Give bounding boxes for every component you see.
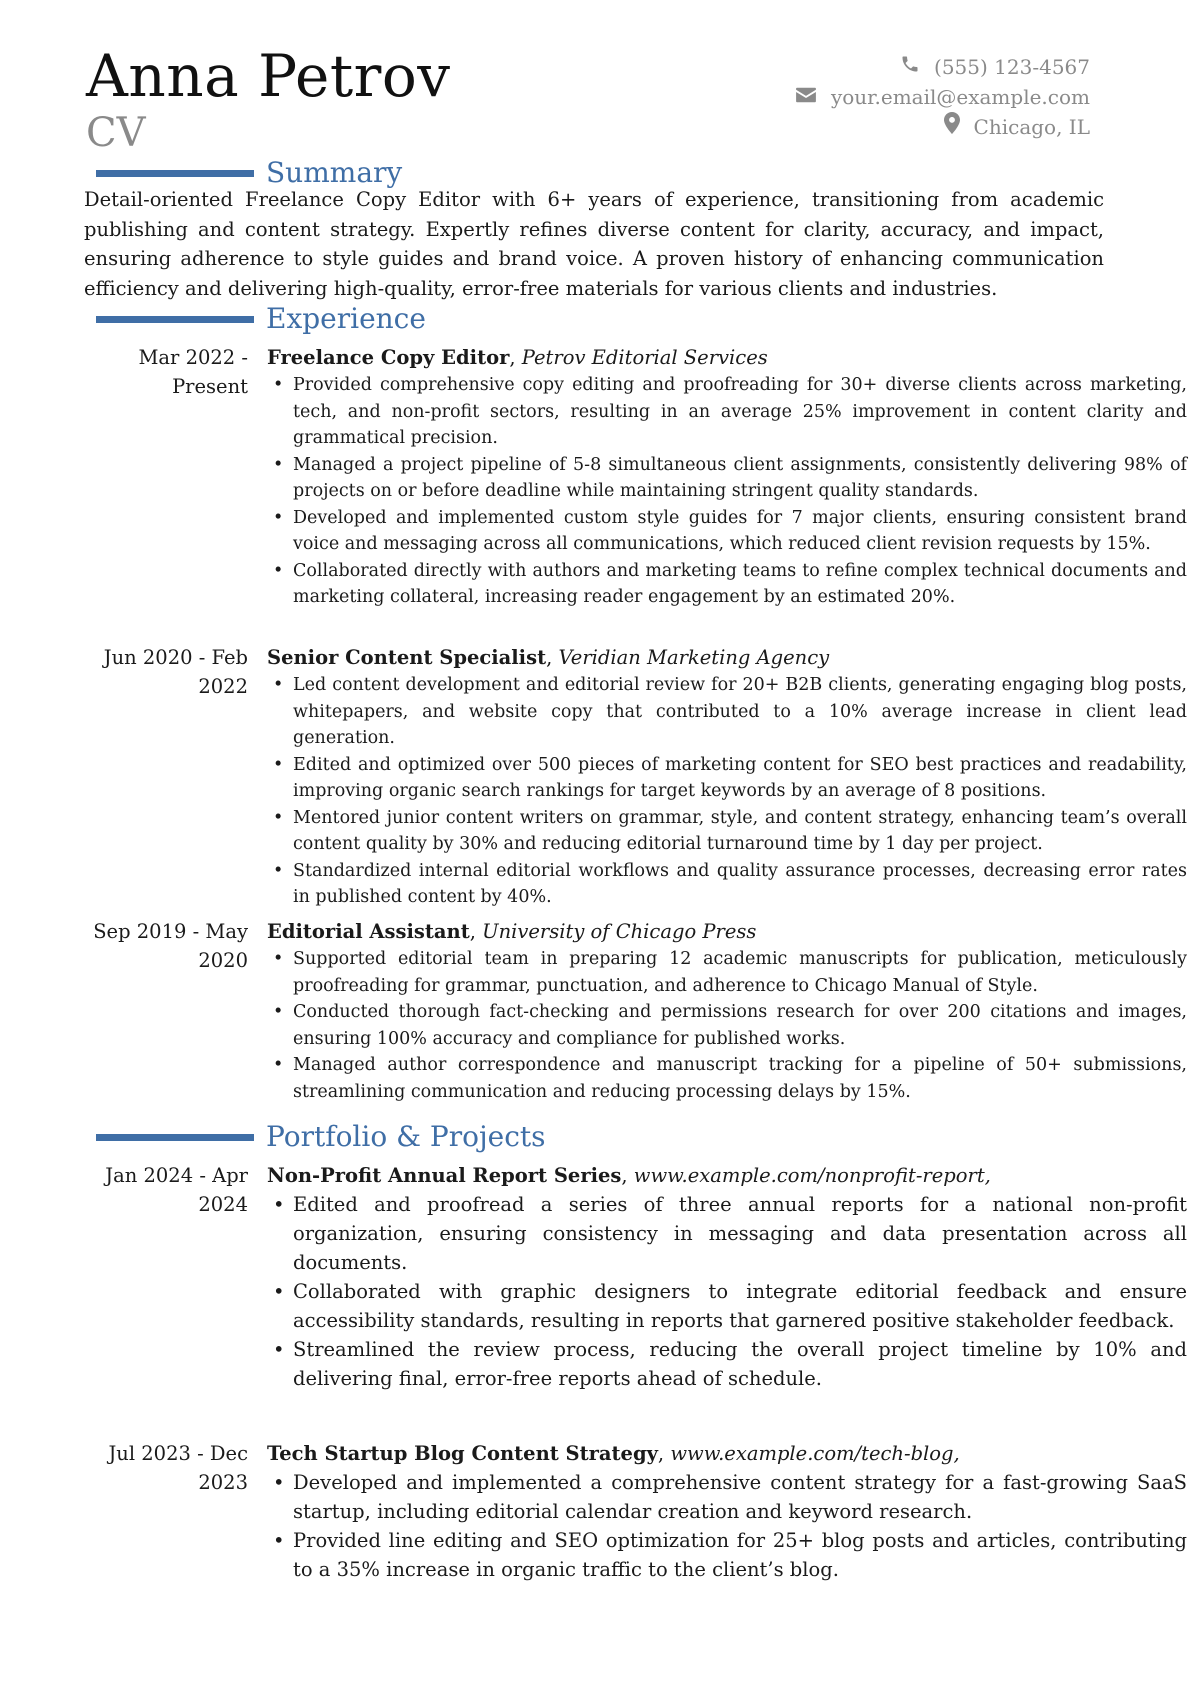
entry-body: [267, 917, 1187, 1105]
section-bar: [96, 1134, 254, 1141]
section-projects-heading: [96, 1120, 546, 1154]
entry-bullets: [267, 372, 1187, 611]
entry-date: Jun 2020 - Feb 2022: [103, 646, 248, 698]
entry-role: Senior Content Specialist: [267, 646, 547, 669]
bullet-item: • Provided line editing and SEO optimization for 25+ blog posts and articles, contributing to a 35% increase in organic traffic to the client’s blog.: [293, 1526, 1187, 1584]
entry-role: Non-Profit Annual Report Series: [267, 1164, 622, 1187]
entry-body: [267, 1439, 1187, 1584]
envelope-icon: [795, 82, 817, 112]
section-title: Summary: [266, 156, 403, 189]
bullet-item: • Led content development and editorial review for 20+ B2B clients, generating engaging blog posts, whitepapers, and website copy that contributed to a 10% average increase in client lead generation.: [293, 672, 1187, 752]
document-subtitle: CV: [86, 110, 146, 156]
section-experience-heading: [96, 302, 426, 336]
entry-organization: University of Chicago Press: [482, 920, 757, 943]
bullet-item: • Managed author correspondence and manuscript tracking for a pipeline of 50+ submissions, streamlining communication and reducing processing delays by 15%.: [293, 1052, 1187, 1105]
entry-role: Tech Startup Blog Content Strategy: [267, 1442, 658, 1465]
entry-bullets: [267, 1190, 1187, 1393]
bullet-item: • Collaborated with graphic designers to integrate editorial feedback and ensure accessibility standards, resulting in reports that garnered positive stakeholder feedback.: [293, 1277, 1187, 1335]
entry-organization: Petrov Editorial Services: [521, 346, 768, 369]
bullet-item: • Developed and implemented custom style guides for 7 major clients, ensuring consistent brand voice and messaging across all communications, which reduced client revision requests by 15%.: [293, 505, 1187, 558]
project-link[interactable]: www.example.com/nonprofit-report,: [633, 1164, 991, 1187]
bullet-item: • Edited and proofread a series of three annual reports for a national non-profit organization, ensuring consistency in messaging and data presentation across all documents.: [293, 1190, 1187, 1277]
entry-bullets: [267, 672, 1187, 911]
contact-block: [795, 52, 1090, 142]
location-text: Chicago, IL: [973, 115, 1090, 139]
summary-text: Detail-oriented Freelance Copy Editor with 6+ years of experience, transitioning from academic publishing and content strategy. Expertly refines diverse content for clarity, accuracy, and impact, ensuring adherence to style guides and brand voice. A proven history of enhancing communication efficiency and delivering high-quality, error-free materials for various clients and industries.: [84, 188, 1104, 300]
entry-bullets: [267, 1468, 1187, 1584]
entry-title: Editorial Assistant, University of Chicago Press: [267, 920, 757, 943]
entry-bullets: [267, 946, 1187, 1105]
entry-role: Editorial Assistant: [267, 920, 470, 943]
entry-date: Jan 2024 - Apr 2024: [105, 1164, 248, 1216]
bullet-item: • Conducted thorough fact-checking and permissions research for over 200 citations and images, ensuring 100% accuracy and compliance for published works.: [293, 999, 1187, 1052]
bullet-item: • Edited and optimized over 500 pieces of marketing content for SEO best practices and readability, improving organic search rankings for target keywords by an average of 8 positions.: [293, 752, 1187, 805]
section-title: Experience: [266, 302, 426, 335]
entry-body: [267, 343, 1187, 611]
entry-role: Freelance Copy Editor: [267, 346, 510, 369]
bullet-item: • Standardized internal editorial workflows and quality assurance processes, decreasing error rates in published content by 40%.: [293, 858, 1187, 911]
phone-text: (555) 123-4567: [934, 55, 1090, 79]
section-title: Portfolio & Projects: [266, 1120, 546, 1153]
contact-email[interactable]: [795, 82, 1090, 112]
bullet-item: • Provided comprehensive copy editing and proofreading for 30+ diverse clients across marketing, tech, and non-profit sectors, resulting in an average 25% improvement in content clarity and grammatical precision.: [293, 372, 1187, 452]
entry-title: Non-Profit Annual Report Series, www.example.com/nonprofit-report,: [267, 1164, 991, 1187]
entry-title: Tech Startup Blog Content Strategy, www.example.com/tech-blog,: [267, 1442, 960, 1465]
entry-date: Sep 2019 - May 2020: [93, 920, 248, 972]
bullet-item: • Collaborated directly with authors and marketing teams to refine complex technical documents and marketing collateral, increasing reader engagement by an estimated 20%.: [293, 558, 1187, 611]
email-text: your.email@example.com: [830, 85, 1090, 109]
map-pin-icon: [944, 112, 960, 142]
bullet-item: • Mentored junior content writers on grammar, style, and content strategy, enhancing team’s overall content quality by 30% and reducing editorial turnaround time by 1 day per project.: [293, 805, 1187, 858]
entry-date: Mar 2022 - Present: [138, 346, 248, 398]
section-bar: [96, 170, 254, 177]
bullet-item: • Managed a project pipeline of 5-8 simultaneous client assignments, consistently delivering 98% of projects on or before deadline while maintaining stringent quality standards.: [293, 452, 1187, 505]
bullet-item: • Developed and implemented a comprehensive content strategy for a fast-growing SaaS startup, including editorial calendar creation and keyword research.: [293, 1468, 1187, 1526]
entry-title: Freelance Copy Editor, Petrov Editorial Services: [267, 346, 768, 369]
phone-icon: [900, 52, 920, 82]
entry-title: Senior Content Specialist, Veridian Marketing Agency: [267, 646, 830, 669]
entry-date: Jul 2023 - Dec 2023: [108, 1442, 248, 1494]
contact-phone[interactable]: [795, 52, 1090, 82]
contact-location: [795, 112, 1090, 142]
bullet-item: • Streamlined the review process, reducing the overall project timeline by 10% and delivering final, error-free reports ahead of schedule.: [293, 1335, 1187, 1393]
entry-body: [267, 643, 1187, 911]
entry-body: [267, 1161, 1187, 1393]
entry-organization: Veridian Marketing Agency: [558, 646, 830, 669]
person-name: Anna Petrov: [86, 42, 451, 110]
project-link[interactable]: www.example.com/tech-blog,: [670, 1442, 960, 1465]
bullet-item: • Supported editorial team in preparing 12 academic manuscripts for publication, meticulously proofreading for grammar, punctuation, and adherence to Chicago Manual of Style.: [293, 946, 1187, 999]
section-bar: [96, 316, 254, 323]
